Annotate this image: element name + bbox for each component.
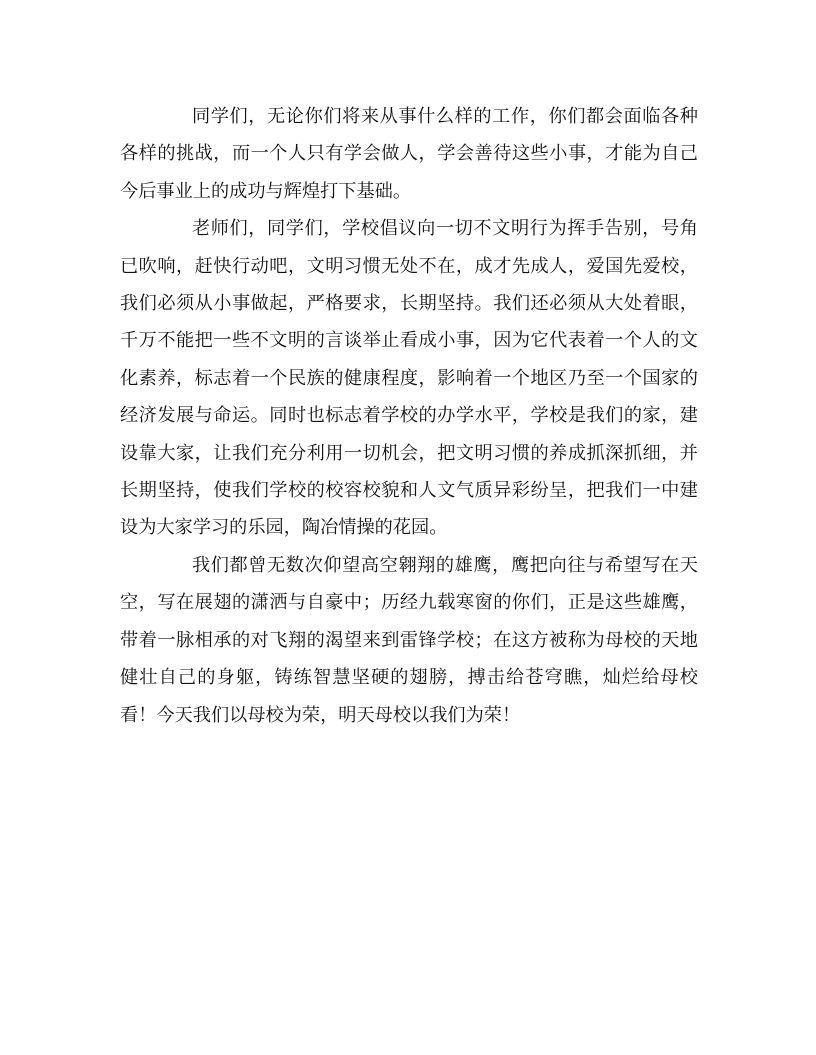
paragraph-1: 同学们，无论你们将来从事什么样的工作，你们都会面临各种各样的挑战，而一个人只有学会做人，学会善待这些小事，才能为自己今后事业上的成功与辉煌打下基础。 [120,106,698,202]
document-body [120,98,698,734]
paragraph-2: 老师们，同学们，学校倡议向一切不文明行为挥手告别，号角已吹响，赶快行动吧，文明习惯无处不在，成才先成人，爱国先爱校，我们必须从小事做起，严格要求，长期坚持。我们还必须从大处着眼，千万不能把一些不文明的言谈举止看成小事，因为它代表着一个人的文化素养，标志着一个民族的健康程度，影响着一个地区乃至一个国家的经济发展与命运。同时也标志着学校的办学水平，学校是我们的家，建设靠大家，让我们充分利用一切机会，把文明习惯的养成抓深抓细，并长期坚持，使我们学校的校容校貌和人文气质异彩纷呈，把我们一中建设为大家学习的乐园，陶冶情操的花园。 [120,218,698,539]
paragraph-3: 我们都曾无数次仰望高空翱翔的雄鹰，鹰把向往与希望写在天空，写在展翅的潇洒与自豪中；历经九载寒窗的你们，正是这些雄鹰，带着一脉相承的对飞翔的渴望来到雷锋学校；在这方被称为母校的天地健壮自己的身躯，铸练智慧坚硬的翅膀，搏击给苍穹瞧，灿烂给母校看！今天我们以母校为荣，明天母校以我们为荣！ [120,554,698,726]
